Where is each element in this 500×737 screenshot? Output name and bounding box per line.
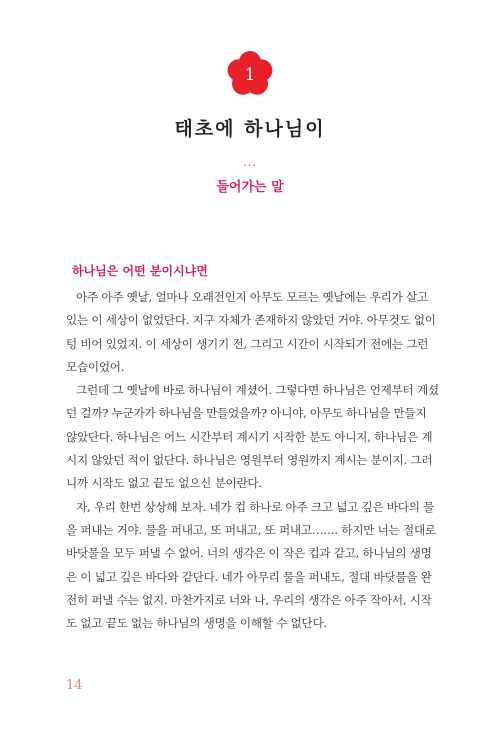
paragraph: 그런데 그 옛날에 바로 하나님이 계셨어. 그렇다면 하나님은 언제부터 계셨던 걸까? 누군가가 하나님을 만들었을까? 아니야, 아무도 하나님을 만들지 않았단다. 하나님은 어느 시간부터 계시기 시작한 분도 아니지, 하나님은 계시지 않았던 적이 없단다. 하나님은 영원부터 영원까지 계시는 분이지. 그러니까 시작도 없고 끝도 없으신 분이란다. — [66, 383, 439, 491]
paragraph: 자, 우리 한번 상상해 보자. 네가 컵 하나로 아주 크고 넓고 깊은 바다의 물을 퍼내는 거야. 물을 퍼내고, 또 퍼내고, 또 퍼내고……. 하지만 너는 절대로 바닷물을 모두 퍼낼 수 없어. 너의 생각은 이 작은 컵과 같고, 하나님의 생명은 이 넓고 깊은 바다와 같단다. 네가 아무리 물을 퍼내도, 절대 바닷물을 완전히 퍼낼 수는 없지. 마찬가지로 너와 나, 우리의 생각은 아주 작아서, 시작도 없고 끝도 없는 하나님의 생명을 이해할 수 없단다. — [66, 499, 436, 631]
paragraph: 아주 아주 옛날, 얼마나 오래전인지 아무도 모르는 옛날에는 우리가 살고 있는 이 세상이 없었단다. 지구 자체가 존재하지 않았던 거야. 아무것도 없이 텅 비어 있었지. 이 세상이 생기기 전, 그리고 시간이 시작되기 전에는 그런 모습이었어. — [66, 290, 436, 374]
flower-badge-icon — [226, 50, 274, 98]
page-number: 14 — [66, 678, 83, 693]
chapter-title: 태초에 하나님이 — [174, 118, 326, 140]
title-ellipsis: ... — [243, 156, 257, 169]
chapter-subtitle: 들어가는 말 — [216, 180, 284, 195]
section-heading: 하나님은 어떤 분이시냐면 — [72, 264, 208, 278]
chapter-number: 1 — [244, 65, 256, 85]
chapter-number-badge — [226, 50, 274, 98]
body-text — [66, 286, 440, 635]
